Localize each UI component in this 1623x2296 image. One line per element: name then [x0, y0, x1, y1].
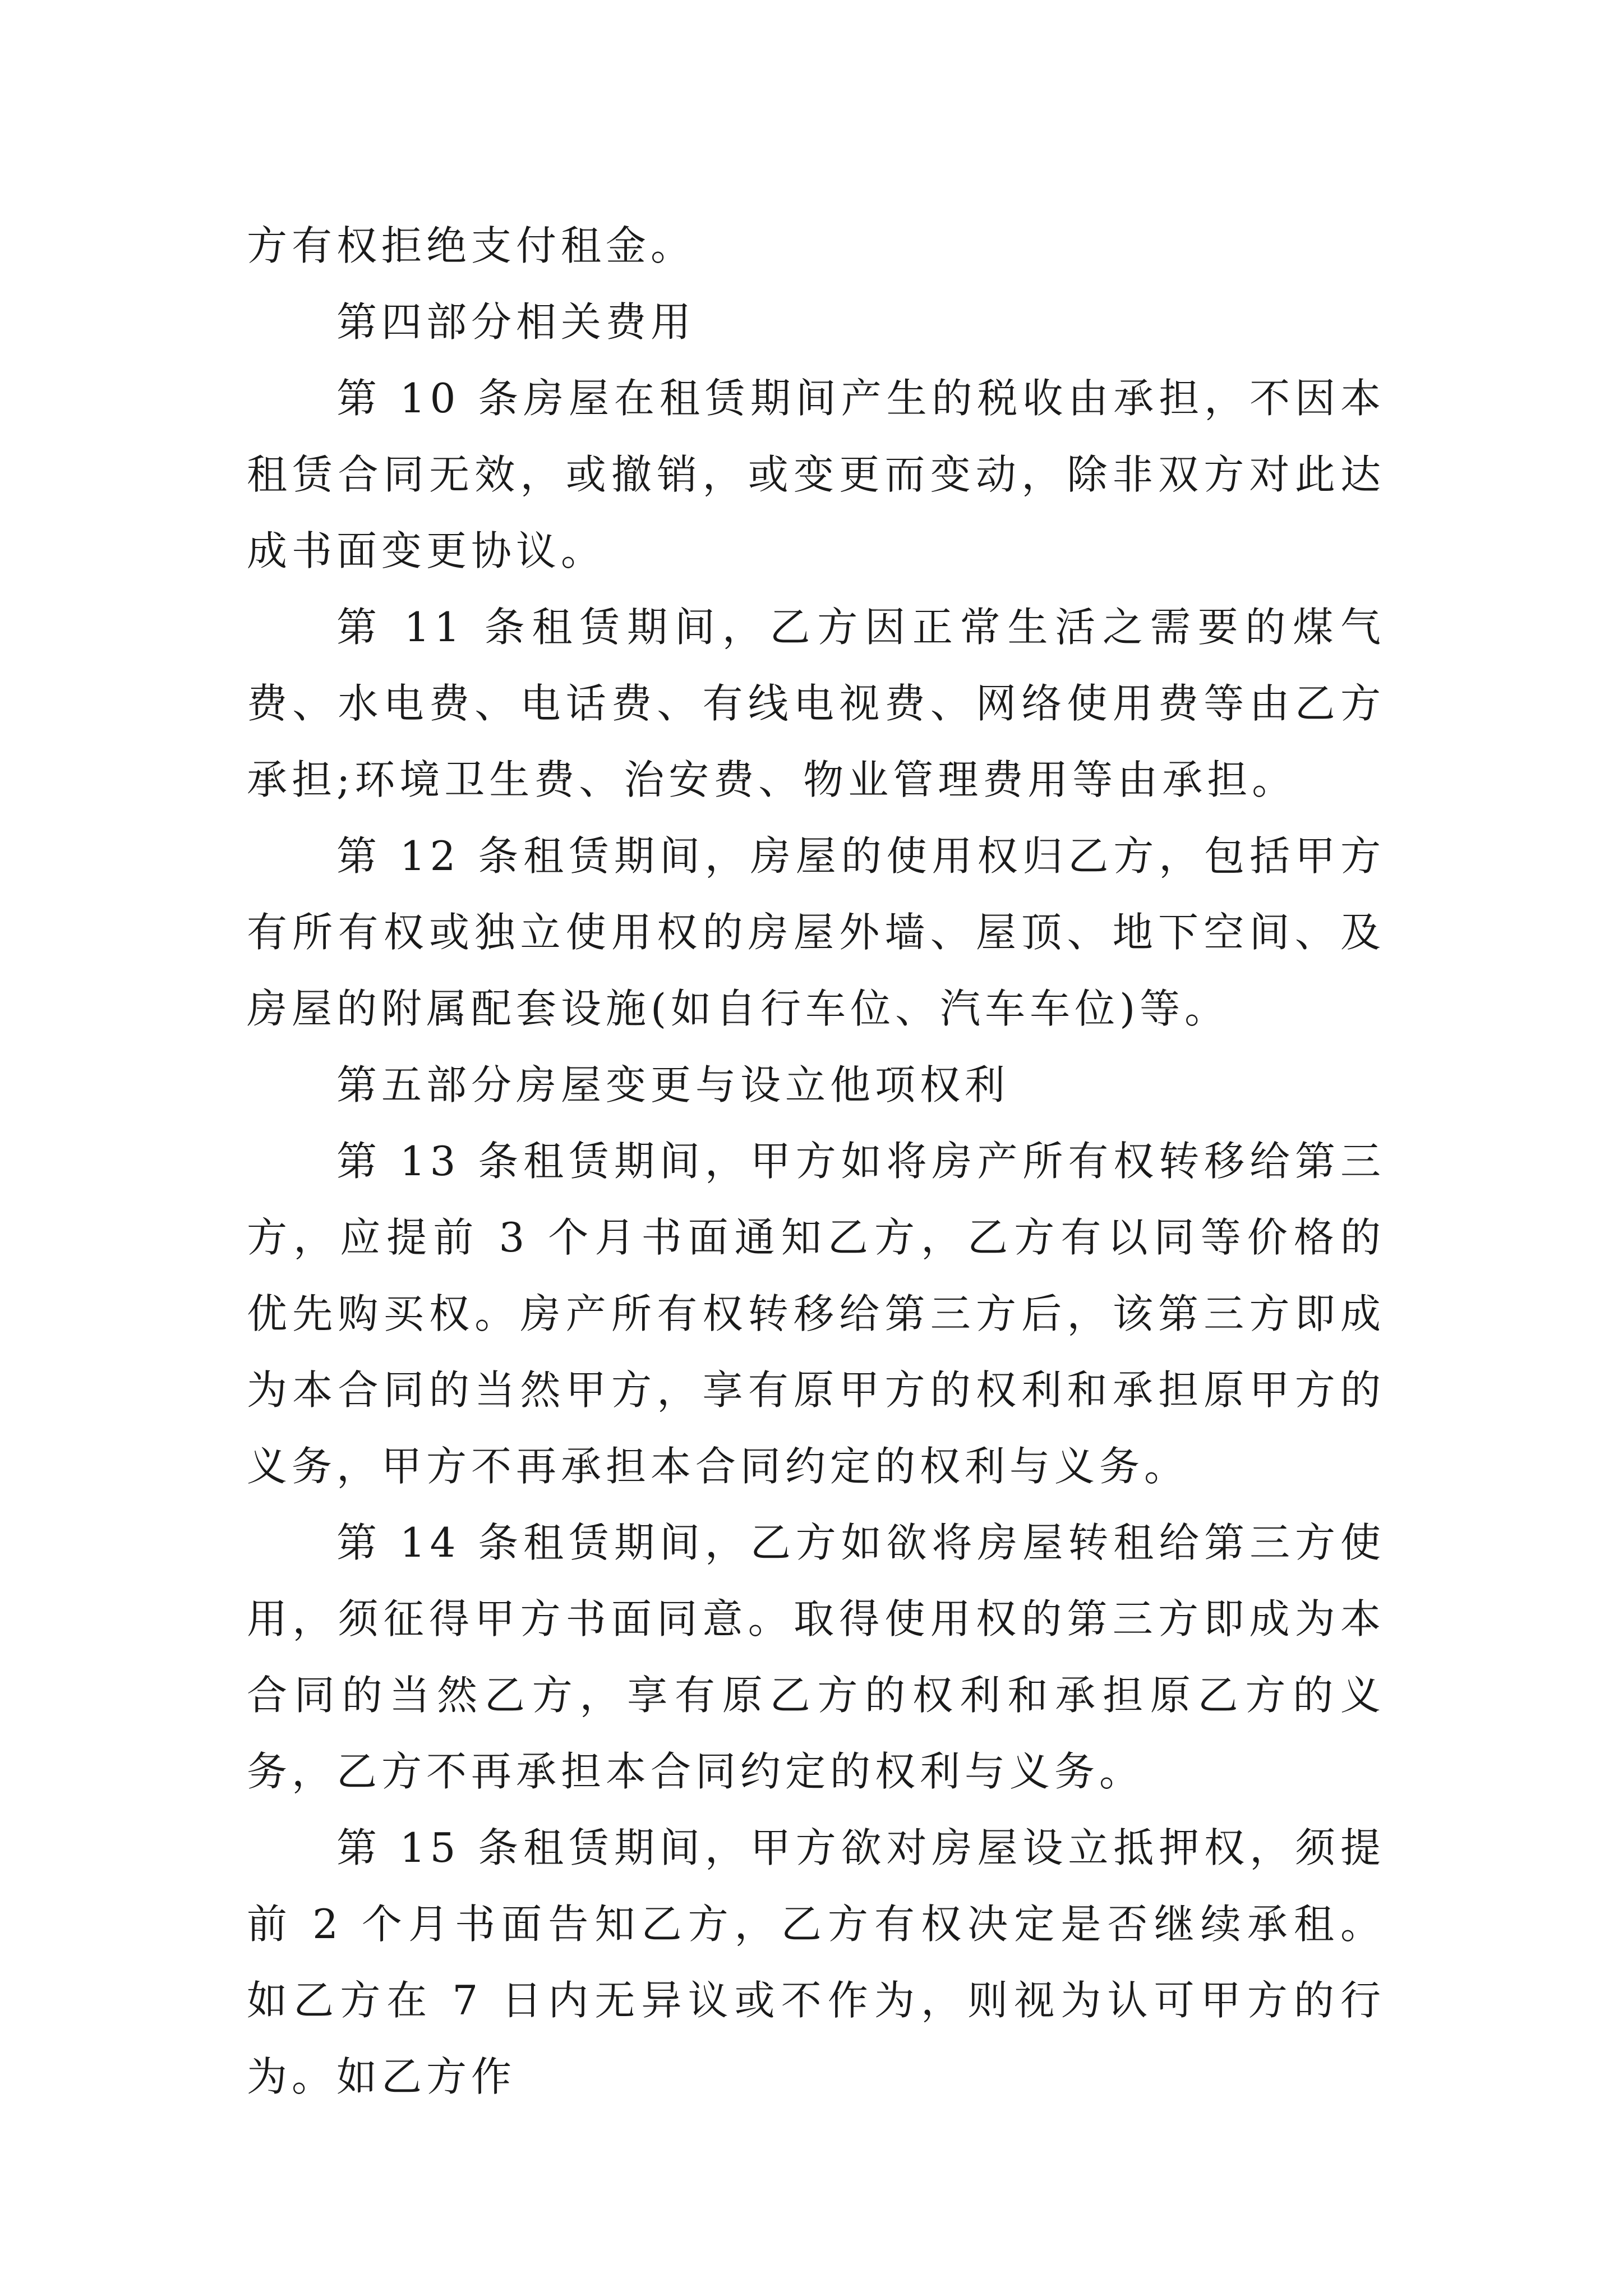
section-heading-part-four: 第四部分相关费用: [336, 298, 696, 346]
document-body: [247, 208, 1385, 2115]
paragraph-continuation: 方有权拒绝支付租金。: [247, 222, 696, 269]
clause-12: 第 12 条租赁期间，房屋的使用权归乙方，包括甲方有所有权或独立使用权的房屋外墙、屋顶、地下空间、及房屋的附属配套设施(如自行车位、汽车车位)等。: [247, 832, 1385, 1032]
clause-14: 第 14 条租赁期间，乙方如欲将房屋转租给第三方使用，须征得甲方书面同意。取得使用权的第三方即成为本合同的当然乙方，享有原乙方的权利和承担原乙方的义务，乙方不再承担本合同约定的权利与义务。: [247, 1519, 1385, 1795]
clause-13: 第 13 条租赁期间，甲方如将房产所有权转移给第三方，应提前 3 个月书面通知乙方，乙方有以同等价格的优先购买权。房产所有权转移给第三方后，该第三方即成为本合同的当然甲方，享有原甲方的权利和承担原甲方的义务，甲方不再承担本合同约定的权利与义务。: [247, 1138, 1385, 1490]
clause-15: 第 15 条租赁期间，甲方欲对房屋设立抵押权，须提前 2 个月书面告知乙方，乙方有权决定是否继续承租。如乙方在 7 日内无异议或不作为，则视为认可甲方的行为。如乙方作: [247, 1824, 1385, 2100]
clause-10: 第 10 条房屋在租赁期间产生的税收由承担，不因本租赁合同无效，或撤销，或变更而变动，除非双方对此达成书面变更协议。: [247, 375, 1385, 574]
section-heading-part-five: 第五部分房屋变更与设立他项权利: [336, 1061, 1010, 1108]
clause-11: 第 11 条租赁期间，乙方因正常生活之需要的煤气费、水电费、电话费、有线电视费、网络使用费等由乙方承担;环境卫生费、治安费、物业管理费用等由承担。: [247, 604, 1385, 803]
